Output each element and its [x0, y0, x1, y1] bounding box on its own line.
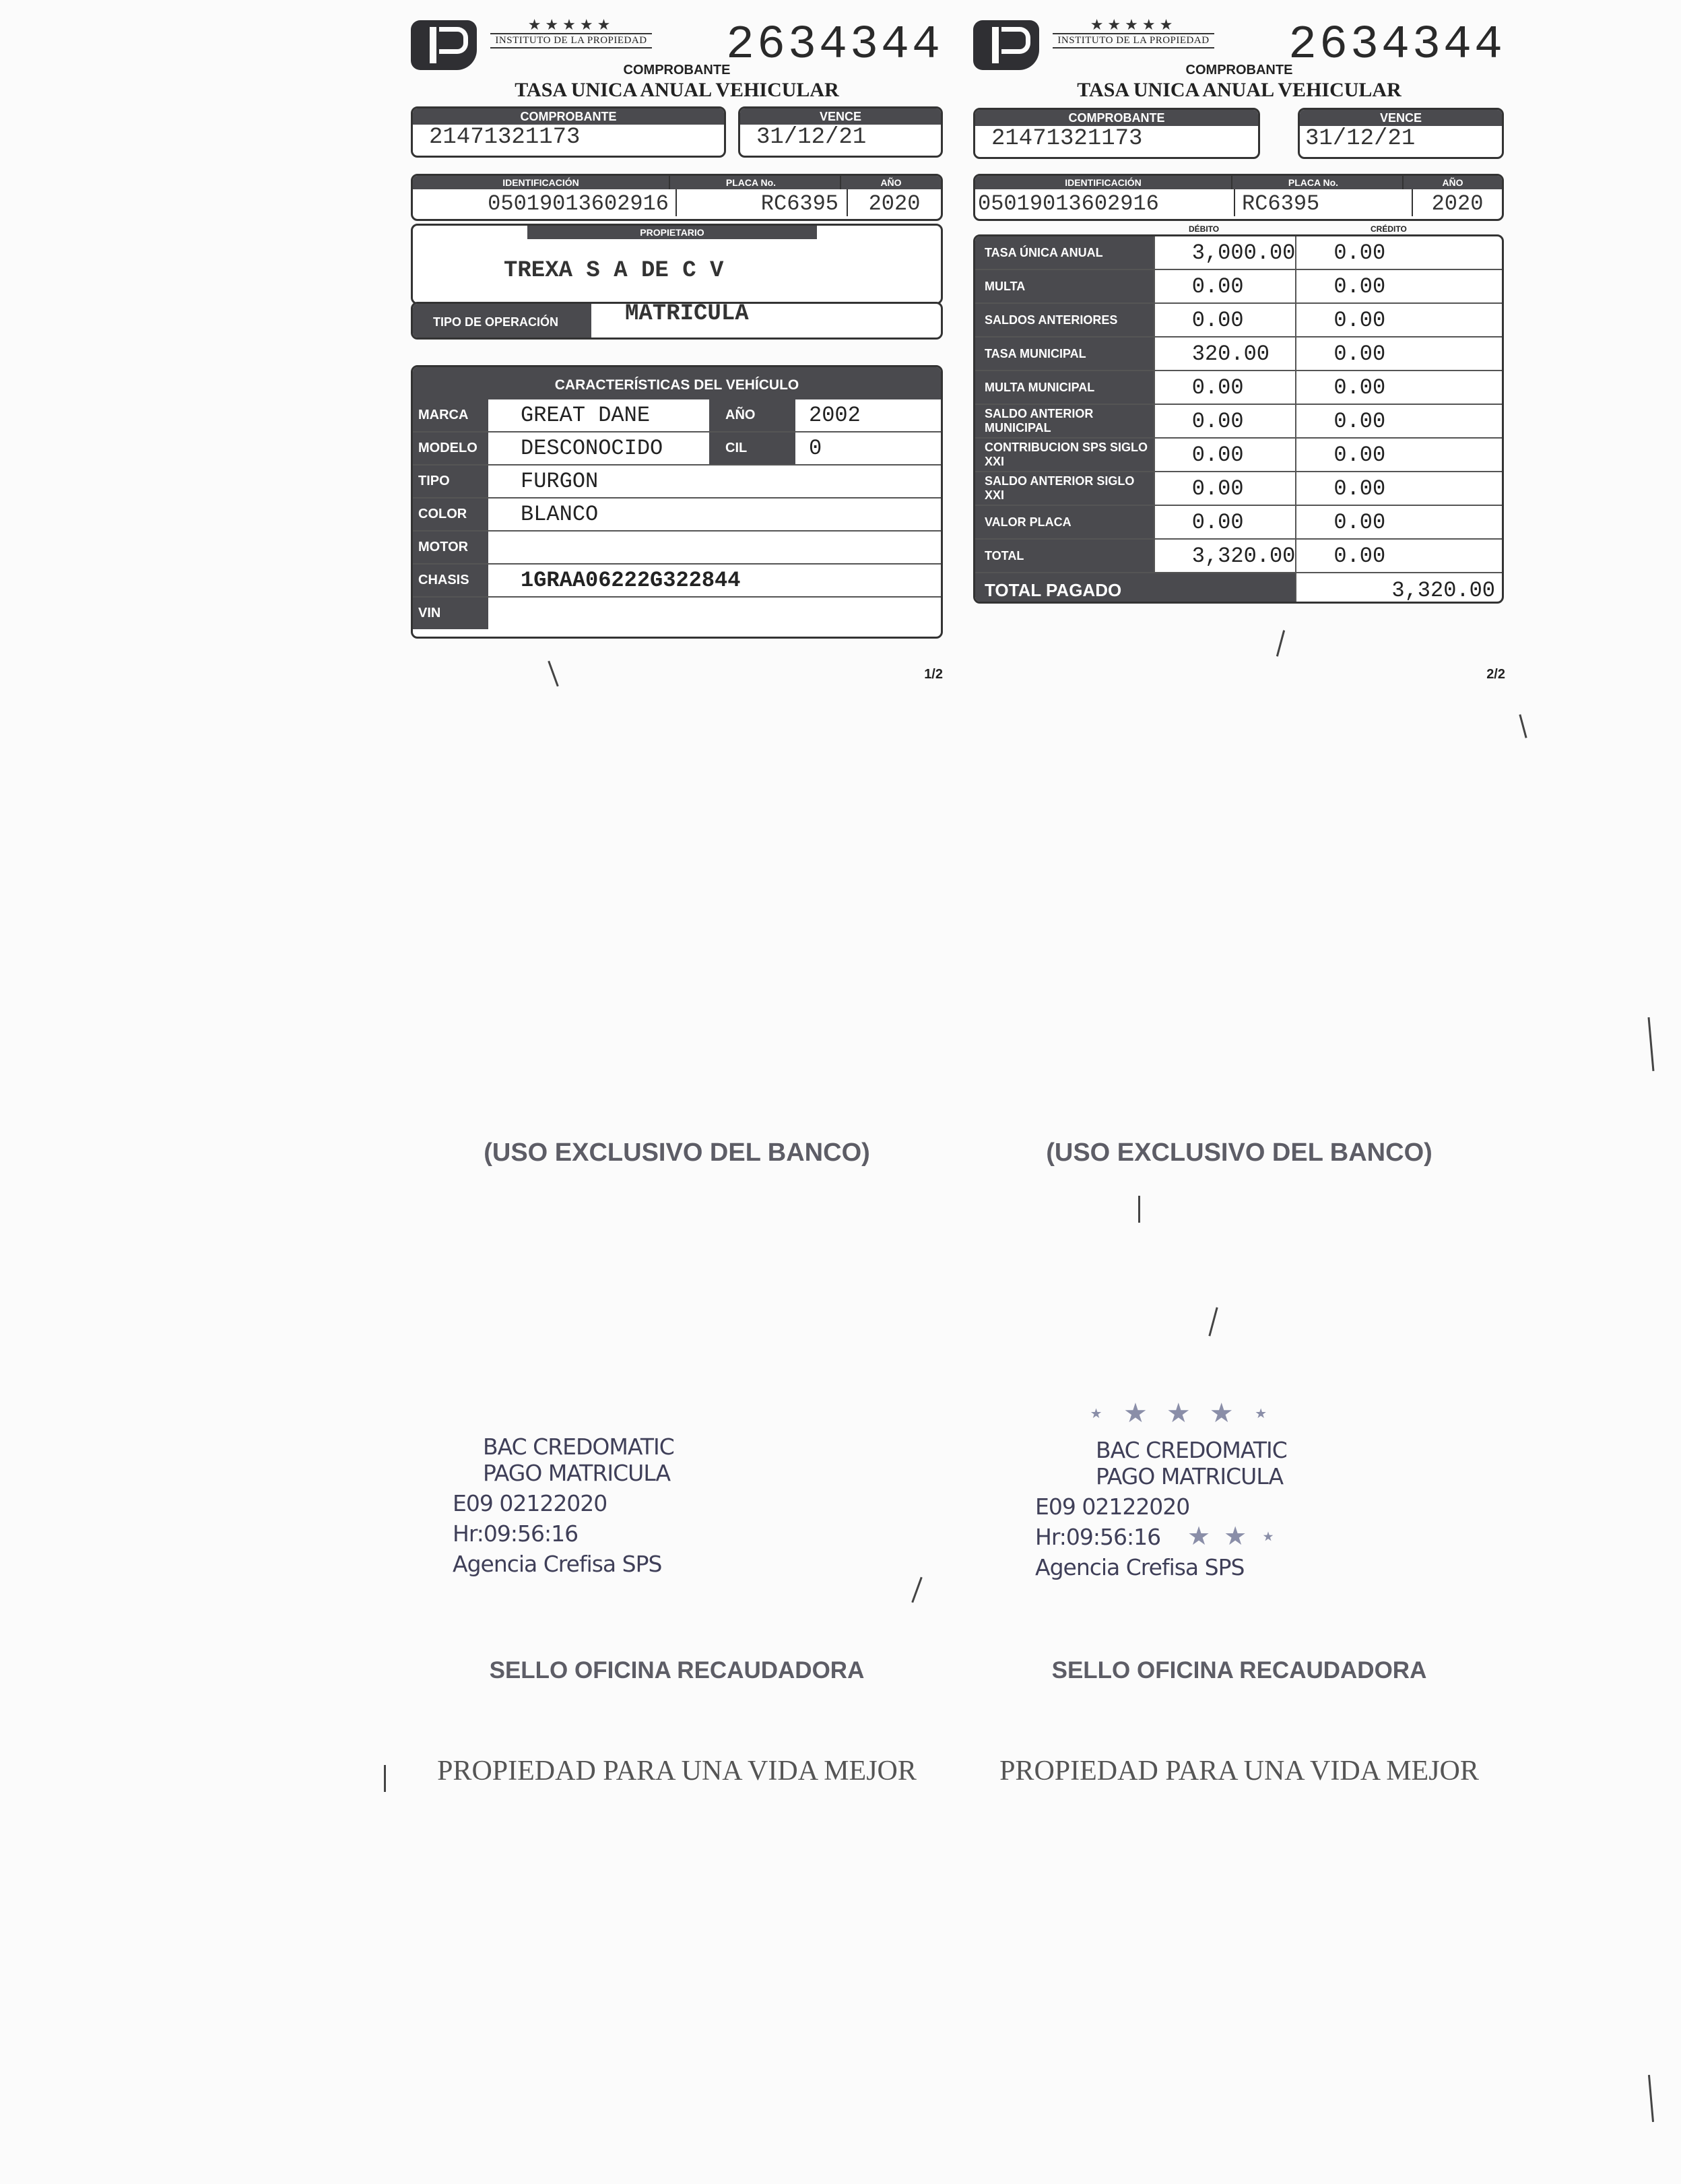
stamp-bank: BAC CREDOMATIC — [1096, 1437, 1287, 1463]
document-title: TASA UNICA ANUAL VEHICULAR — [515, 79, 839, 101]
comprobante-box — [973, 108, 1260, 159]
stars-icon: ★★★★★ — [1090, 17, 1177, 34]
finance-label: TASA MUNICIPAL — [975, 337, 1154, 371]
stamp-time: Hr:09:56:16 — [453, 1520, 579, 1547]
owner-value: TREXA S A DE C V — [504, 258, 724, 284]
receipt-number: 2634344 — [1288, 19, 1505, 72]
operation-box — [411, 302, 943, 340]
slogan: PROPIEDAD PARA UNA VIDA MEJOR — [999, 1756, 1479, 1787]
scan-mark — [1648, 1017, 1655, 1071]
vehicle-row-motor — [413, 531, 941, 564]
marca-value: GREAT DANE — [488, 399, 709, 432]
finance-row — [975, 269, 1502, 303]
slogan: PROPIEDAD PARA UNA VIDA MEJOR — [437, 1756, 917, 1787]
vehicle-row-modelo — [413, 432, 941, 465]
receipt-header — [973, 17, 1505, 108]
document-title: TASA UNICA ANUAL VEHICULAR — [1077, 79, 1402, 101]
vehicle-table — [413, 399, 941, 629]
placa-value: RC6395 — [677, 189, 848, 216]
operation-value: MATRICULA — [625, 302, 749, 327]
identificacion-value: 05019013602916 — [413, 189, 677, 216]
placa-label: PLACA No. — [670, 176, 841, 189]
identificacion-label: IDENTIFICACIÓN — [975, 176, 1232, 189]
institute-block — [1053, 18, 1214, 49]
identificacion-label: IDENTIFICACIÓN — [413, 176, 670, 189]
finance-row — [975, 472, 1502, 505]
comprobante-value: 21471321173 — [991, 126, 1143, 152]
cil-value: 0 — [795, 432, 941, 465]
identification-box — [411, 174, 943, 221]
stamp-time: Hr:09:56:16 — [1035, 1524, 1161, 1550]
motor-value — [488, 531, 941, 564]
vehicle-box — [411, 365, 943, 639]
finance-label: VALOR PLACA — [975, 505, 1154, 539]
color-value: BLANCO — [488, 498, 941, 531]
bank-use-label: (USO EXCLUSIVO DEL BANCO) — [484, 1138, 870, 1167]
finance-label: CONTRIBUCION SPS SIGLO XXI — [975, 438, 1154, 472]
finance-label: SALDO ANTERIOR MUNICIPAL — [975, 404, 1154, 438]
receipt-header — [411, 17, 943, 108]
comprobante-heading: COMPROBANTE — [1185, 63, 1293, 77]
finance-row — [975, 371, 1502, 404]
vehicle-title: CARACTERÍSTICAS DEL VEHÍCULO — [413, 367, 941, 399]
credito-value: 0.00 — [1296, 337, 1502, 371]
motor-label: MOTOR — [413, 531, 488, 564]
anio-value: 2020 — [868, 191, 921, 216]
anio-label: AÑO — [1442, 177, 1463, 188]
debito-value: 0.00 — [1154, 438, 1296, 472]
comprobante-heading: COMPROBANTE — [623, 63, 731, 77]
collection-office-seal-label: SELLO OFICINA RECAUDADORA — [489, 1657, 865, 1683]
owner-box — [411, 224, 943, 304]
vin-value — [488, 597, 941, 629]
stamp-stars-icon: ★★⋆ — [1187, 1521, 1290, 1551]
chasis-value: 1GRAA06222G322844 — [488, 564, 941, 597]
vehicle-anio-value: 2002 — [795, 399, 941, 432]
receipt-copy-1 — [411, 0, 943, 2184]
vin-label: VIN — [413, 597, 488, 629]
placa-value: RC6395 — [1235, 189, 1413, 216]
credito-value: 0.00 — [1296, 303, 1502, 337]
credito-value: 0.00 — [1296, 236, 1502, 269]
credito-label: CRÉDITO — [1371, 224, 1407, 234]
finance-box — [973, 234, 1504, 604]
finance-table — [975, 236, 1502, 604]
comprobante-label: COMPROBANTE — [975, 110, 1258, 126]
identificacion-value: 05019013602916 — [975, 189, 1235, 216]
vehicle-row-tipo — [413, 465, 941, 498]
stamp-stars-icon: ⋆★★★⋆ — [1088, 1398, 1288, 1429]
debito-value: 0.00 — [1154, 472, 1296, 505]
debito-value: 3,320.00 — [1154, 539, 1296, 573]
finance-label: TASA ÚNICA ANUAL — [975, 236, 1154, 269]
bank-stamp — [1035, 1435, 1287, 1582]
stars-icon: ★★★★★ — [527, 17, 615, 34]
chasis-label: CHASIS — [413, 564, 488, 597]
institute-block — [490, 18, 652, 49]
owner-label: PROPIETARIO — [527, 226, 817, 239]
modelo-value: DESCONOCIDO — [488, 432, 709, 465]
debito-value: 0.00 — [1154, 303, 1296, 337]
total-paid-label: TOTAL PAGADO — [975, 573, 1296, 604]
bank-stamp — [453, 1432, 674, 1579]
stamp-agency: Agencia Crefisa SPS — [453, 1551, 662, 1577]
vence-box — [1298, 108, 1504, 159]
credito-value: 0.00 — [1296, 539, 1502, 573]
finance-row — [975, 404, 1502, 438]
total-paid-row — [975, 573, 1502, 604]
comprobante-label: COMPROBANTE — [413, 108, 724, 125]
vence-label: VENCE — [740, 108, 941, 125]
debito-value: 0.00 — [1154, 269, 1296, 303]
debito-label: DÉBITO — [1189, 224, 1220, 234]
finance-row — [975, 505, 1502, 539]
page-number: 1/2 — [924, 667, 943, 682]
marca-label: MARCA — [413, 399, 488, 432]
scan-mark — [1648, 2075, 1654, 2122]
institute-name: INSTITUTO DE LA PROPIEDAD — [490, 33, 652, 49]
tipo-label: TIPO — [413, 465, 488, 498]
page-number: 2/2 — [1486, 667, 1505, 682]
debito-value: 3,000.00 — [1154, 236, 1296, 269]
institute-name: INSTITUTO DE LA PROPIEDAD — [1053, 33, 1214, 49]
finance-label: MULTA — [975, 269, 1154, 303]
finance-label: TOTAL — [975, 539, 1154, 573]
stamp-date: E09 02122020 — [453, 1490, 607, 1516]
credito-value: 0.00 — [1296, 404, 1502, 438]
finance-column-headers — [973, 224, 1500, 234]
receipt-number: 2634344 — [725, 19, 943, 72]
operation-label: TIPO DE OPERACIÓN — [413, 304, 591, 338]
vehicle-row-marca — [413, 399, 941, 432]
comprobante-value: 21471321173 — [429, 125, 581, 150]
stamp-date: E09 02122020 — [1035, 1494, 1190, 1520]
tipo-value: FURGON — [488, 465, 941, 498]
credito-value: 0.00 — [1296, 505, 1502, 539]
placa-label: PLACA No. — [1232, 176, 1404, 189]
collection-office-seal-label: SELLO OFICINA RECAUDADORA — [1051, 1657, 1427, 1683]
total-paid-value: 3,320.00 — [1296, 573, 1502, 604]
vence-box — [738, 106, 943, 158]
debito-value: 0.00 — [1154, 371, 1296, 404]
cil-label: CIL — [709, 432, 795, 465]
scan-mark — [1519, 714, 1527, 738]
finance-label: SALDO ANTERIOR SIGLO XXI — [975, 472, 1154, 505]
finance-total-row — [975, 539, 1502, 573]
stamp-agency: Agencia Crefisa SPS — [1035, 1554, 1245, 1580]
comprobante-box — [411, 106, 726, 158]
stamp-concept: PAGO MATRICULA — [483, 1460, 671, 1486]
vence-label: VENCE — [1300, 110, 1502, 126]
vehicle-row-chasis — [413, 564, 941, 597]
anio-label: AÑO — [880, 177, 902, 188]
vehicle-anio-label: AÑO — [709, 399, 795, 432]
credito-value: 0.00 — [1296, 371, 1502, 404]
stamp-concept: PAGO MATRICULA — [1096, 1463, 1284, 1489]
credito-value: 0.00 — [1296, 438, 1502, 472]
vence-value: 31/12/21 — [756, 125, 867, 150]
modelo-label: MODELO — [413, 432, 488, 465]
finance-row — [975, 337, 1502, 371]
vehicle-row-vin — [413, 597, 941, 629]
vence-value: 31/12/21 — [1305, 126, 1416, 152]
stamp-bank: BAC CREDOMATIC — [483, 1434, 674, 1460]
finance-row — [975, 303, 1502, 337]
debito-value: 0.00 — [1154, 404, 1296, 438]
scan-mark — [384, 1765, 386, 1792]
finance-label: SALDOS ANTERIORES — [975, 303, 1154, 337]
anio-value: 2020 — [1431, 191, 1484, 216]
scan-mark — [1138, 1196, 1140, 1223]
debito-value: 0.00 — [1154, 505, 1296, 539]
debito-value: 320.00 — [1154, 337, 1296, 371]
credito-value: 0.00 — [1296, 472, 1502, 505]
vehicle-row-color — [413, 498, 941, 531]
bank-use-label: (USO EXCLUSIVO DEL BANCO) — [1046, 1138, 1432, 1167]
finance-label: MULTA MUNICIPAL — [975, 371, 1154, 404]
finance-row — [975, 236, 1502, 269]
receipt-copy-2 — [973, 0, 1505, 2184]
color-label: COLOR — [413, 498, 488, 531]
credito-value: 0.00 — [1296, 269, 1502, 303]
finance-row — [975, 438, 1502, 472]
identification-box — [973, 174, 1504, 221]
